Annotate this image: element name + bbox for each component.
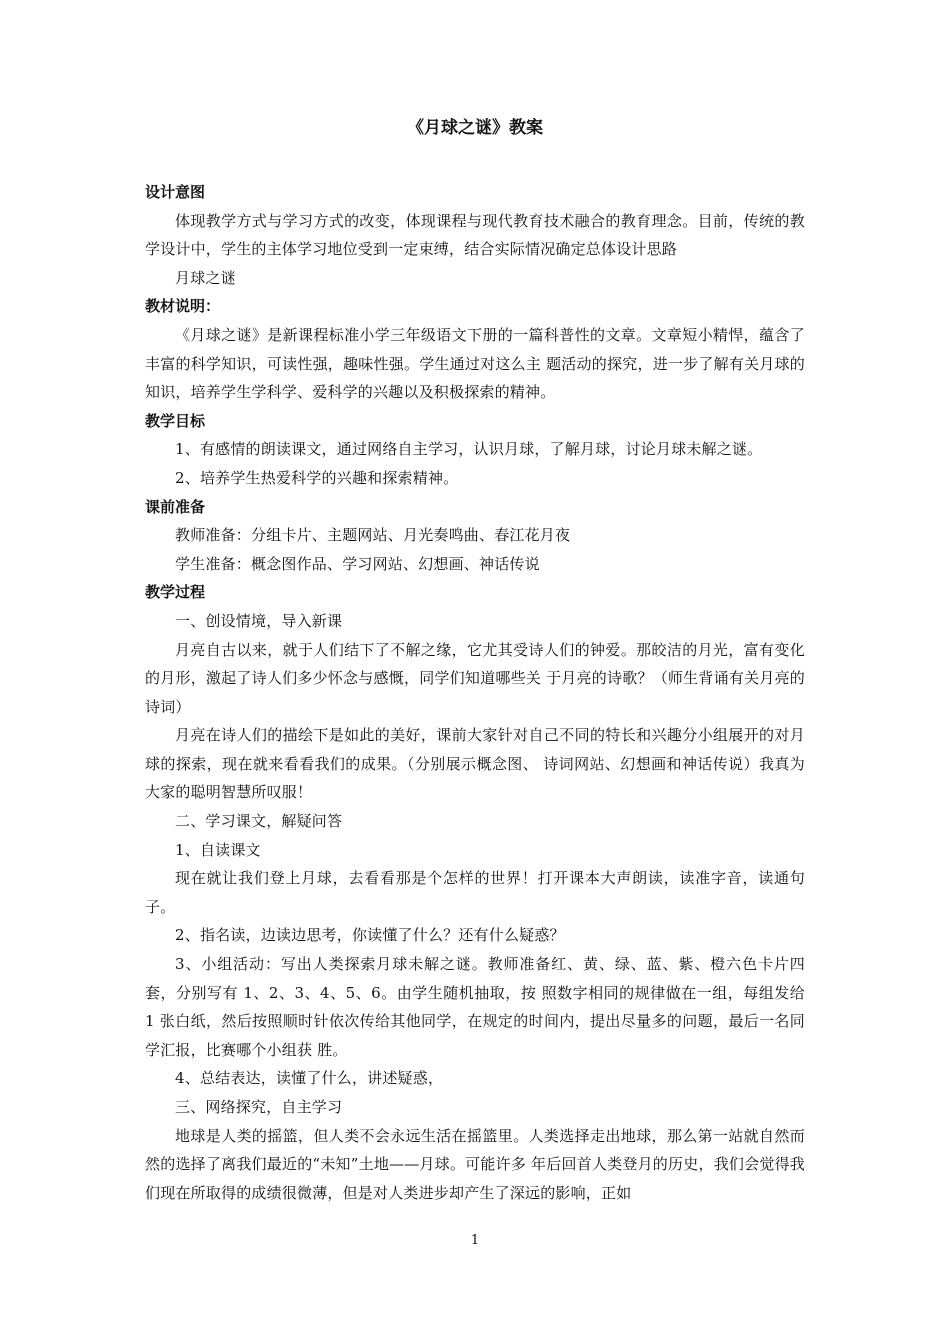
paragraph: 1、自读课文 xyxy=(175,840,261,859)
paragraph: 月亮在诗人们的描绘下是如此的美好，课前大家针对自己不同的特长和兴趣分小组展开的对月球的探索，现在就来看看我们的成果。（分别展示概念图、 诗词网站、幻想画和神话传说）我真为大家的聪明智慧所叹服！ xyxy=(145,726,805,802)
section-heading: 教学目标 xyxy=(145,411,206,430)
paragraph: 2、指名读，边读边思考，你读懂了什么？还有什么疑惑？ xyxy=(175,926,565,945)
paragraph: 现在就让我们登上月球，去看看那是个怎样的世界！打开课本大声朗读，读准字音，读通句子。 xyxy=(145,869,805,916)
page-number: 1 xyxy=(470,1233,480,1248)
paragraph: 一、创设情境，导入新课 xyxy=(175,611,343,630)
paragraph: 学生准备：概念图作品、学习网站、幻想画、神话传说 xyxy=(175,554,540,573)
section-heading: 课前准备 xyxy=(145,497,206,516)
paragraph: 二、学习课文，解疑问答 xyxy=(175,812,343,831)
document-title: 《月球之谜》教案 xyxy=(407,118,543,138)
paragraph: 三、网络探究，自主学习 xyxy=(175,1098,343,1116)
section-heading: 教材说明： xyxy=(145,297,221,316)
section-heading: 教学过程 xyxy=(145,583,206,602)
paragraph: 体现教学方式与学习方式的改变，体现课程与现代教育技术融合的教育理念。目前，传统的教学设计中，学生的主体学习地位受到一定束缚，结合实际情况确定总体设计思路 xyxy=(145,211,805,259)
paragraph: 月球之谜 xyxy=(175,268,236,287)
paragraph: 4、总结表达，读懂了什么，讲述疑惑， xyxy=(175,1069,444,1088)
paragraph: 1、有感情的朗读课文，通过网络自主学习，认识月球，了解月球，讨论月球未解之谜。 xyxy=(175,440,763,459)
paragraph: 地球是人类的摇篮，但人类不会永远生活在摇篮里。人类选择走出地球，那么第一站就自然而然的选择了离我们最近的“未知”土地——月球。可能许多 年后回首人类登月的历史，我们会觉得我们现在所取得的成绩很微薄，但是对人类进步却产生了深远的影响，正如 xyxy=(145,1126,805,1202)
paragraph: 2、培养学生热爱科学的兴趣和探索精神。 xyxy=(175,468,459,487)
paragraph: 《月球之谜》是新课程标准小学三年级语文下册的一篇科普性的文章。文章短小精悍，蕴含了丰富的科学知识，可读性强，趣味性强。学生通过对这么主 题活动的探究，进一步了解有关月球的知识，培养学生学科学、爱科学的兴趣以及积极探索的精神。 xyxy=(145,325,805,402)
paragraph: 3、小组活动：写出人类探索月球未解之谜。教师准备红、黄、绿、蓝、紫、橙六色卡片四套，分别写有 1、2、3、4、5、6。由学生随机抽取，按 照数字相同的规律做在一组，每组发给 1 张白纸，然后按照顺时针依次传给其他同学，在规定的时间内，提出尽量多的问题，最后一名同学汇报，比赛哪个小组获 胜。 xyxy=(145,955,805,1059)
document-body xyxy=(145,178,805,1207)
section-heading: 设计意图 xyxy=(145,183,206,201)
paragraph: 教师准备：分组卡片、主题网站、月光奏鸣曲、春江花月夜 xyxy=(175,526,571,545)
paragraph: 月亮自古以来，就于人们结下了不解之缘，它尤其受诗人们的钟爱。那皎洁的月光，富有变化的月形，激起了诗人们多少怀念与感慨，同学们知道哪些关 于月亮的诗歌？（师生背诵有关月亮的诗词） xyxy=(145,640,805,716)
